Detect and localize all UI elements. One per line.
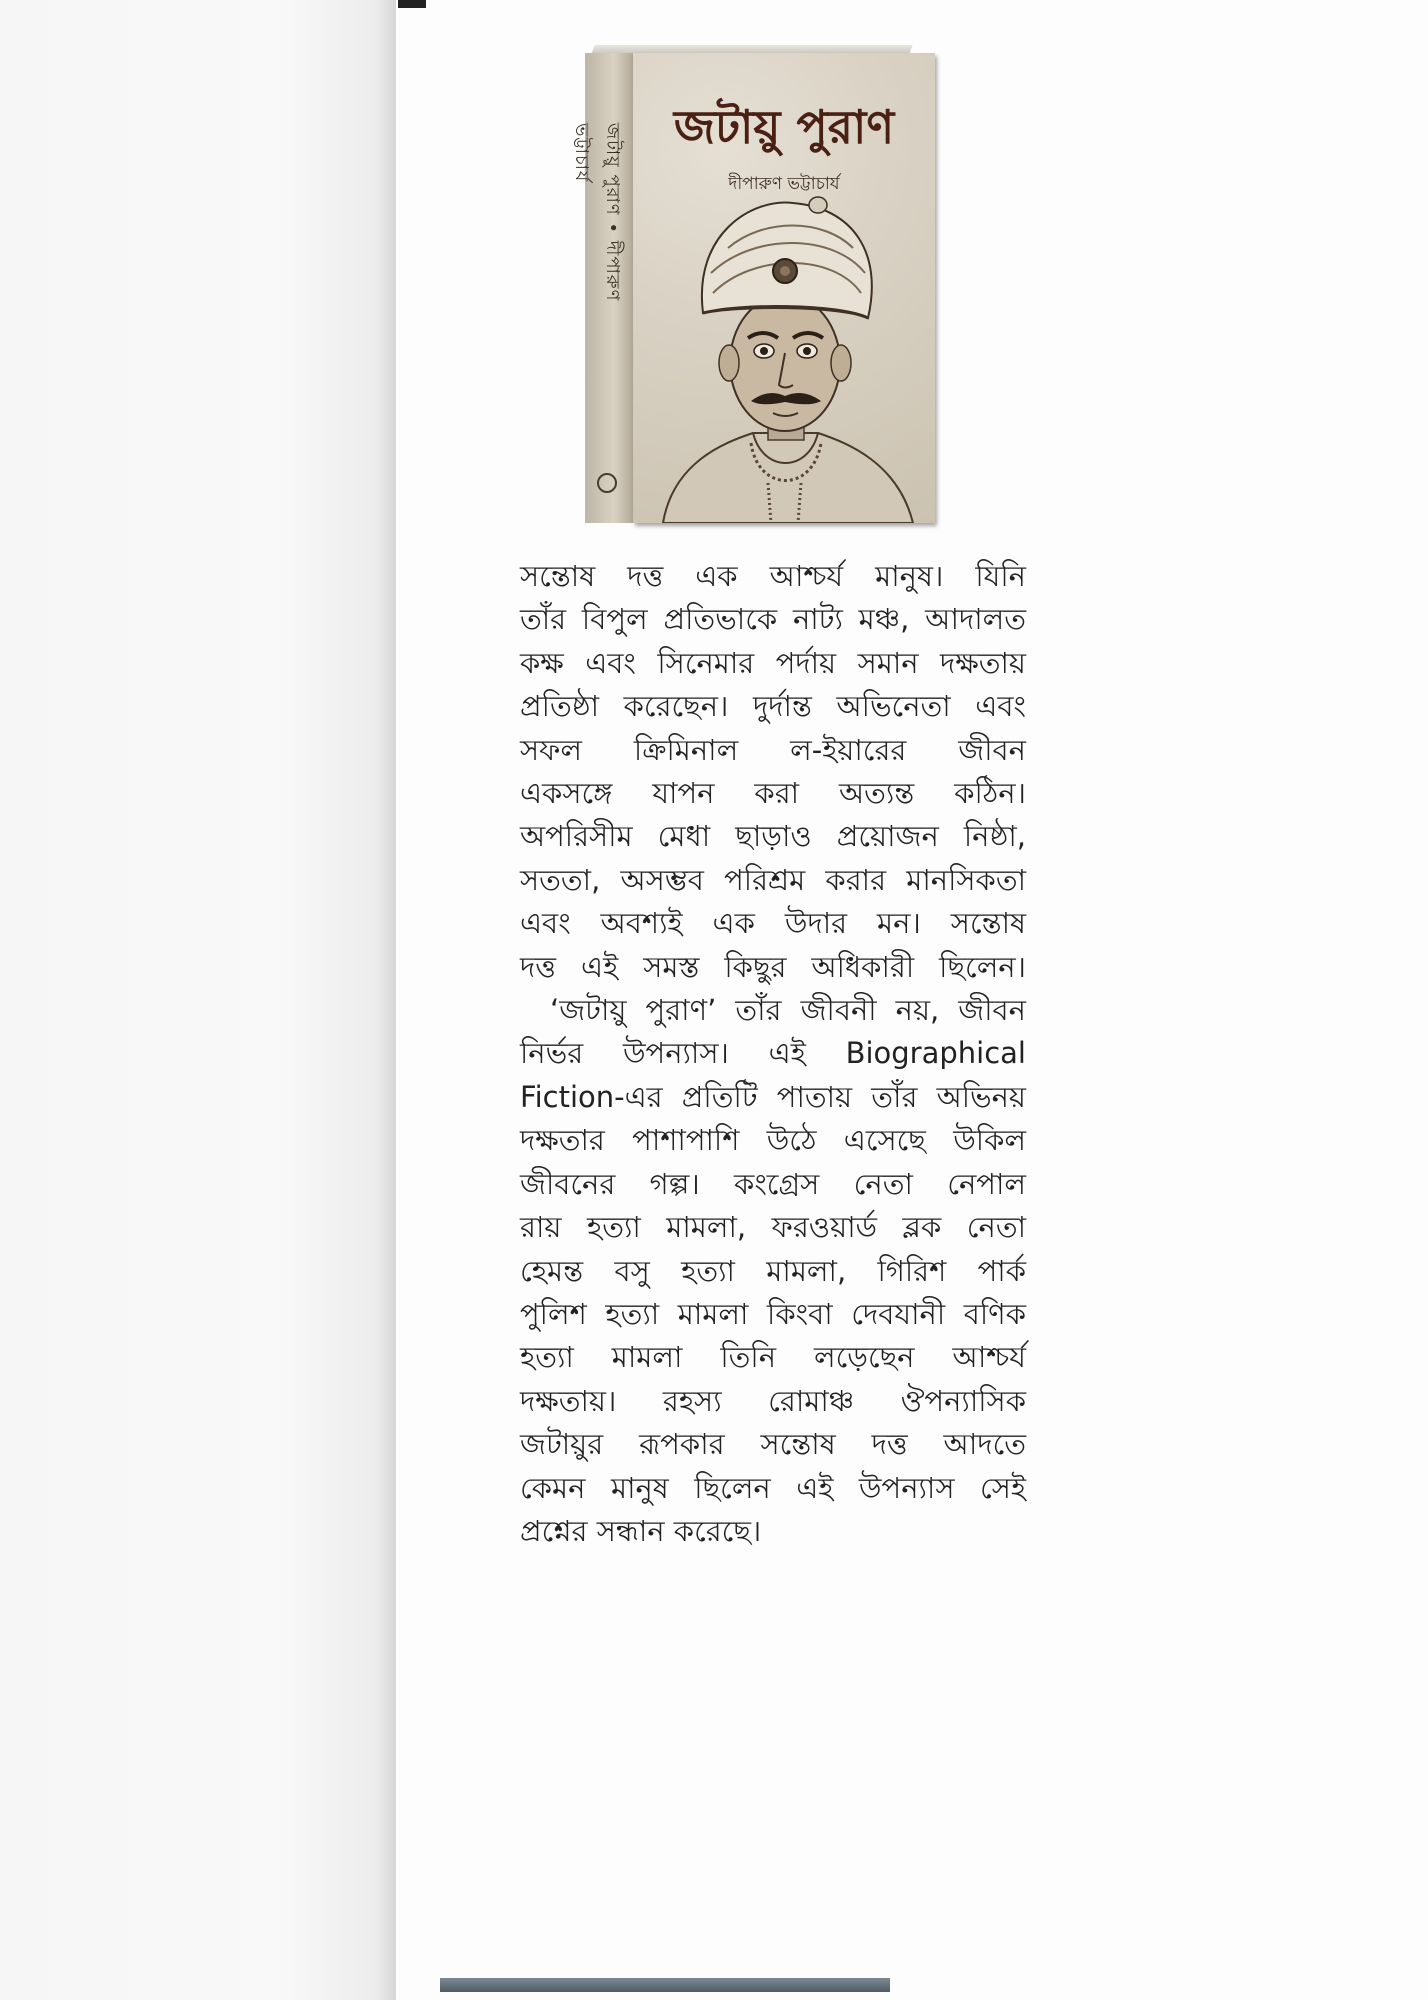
- blurb-line: জটায়ুর রূপকার সন্তোষ দত্ত আদতে: [520, 1427, 1026, 1462]
- blurb-line: সন্তোষ দত্ত এক আশ্চর্য মানুষ। যিনি: [520, 559, 1026, 593]
- blurb-line: দক্ষতায়। রহস্য রোমাঞ্চ ঔপন্যাসিক: [520, 1383, 1026, 1418]
- blurb-line: ‘জটায়ু পুরাণ’ তাঁর জীবনী নয়, জীবন: [550, 993, 1026, 1028]
- publisher-logo-icon: [597, 473, 617, 493]
- spine-title: জটায়ু পুরাণ • দীপারুণ ভট্টাচার্য: [571, 123, 623, 302]
- book-spine: [571, 53, 633, 523]
- blurb-line: জীবনের গল্প। কংগ্রেস নেতা নেপাল: [520, 1166, 1026, 1201]
- blurb-line: সততা, অসম্ভব পরিশ্রম করার মানসিকতা: [520, 862, 1026, 897]
- blurb-line: প্রশ্নের সন্ধান করেছে।: [520, 1513, 762, 1548]
- book-front-cover: [633, 53, 935, 523]
- cover-author: দীপারুণ ভট্টাচার্য: [728, 174, 840, 194]
- blurb-line: রায় হত্যা মামলা, ফরওয়ার্ড ব্লক নেতা: [520, 1210, 1026, 1245]
- blurb-line: একসঙ্গে যাপন করা অত্যন্ত কঠিন।: [520, 776, 1026, 811]
- portrait-illustration: [633, 193, 935, 523]
- blurb-line: সফল ক্রিমিনাল ল-ইয়ারের জীবন: [520, 732, 1026, 767]
- blurb-line: হত্যা মামলা তিনি লড়েছেন আশ্চর্য: [520, 1340, 1026, 1375]
- blurb-line: দক্ষতার পাশাপাশি উঠে এসেছে উকিল: [520, 1123, 1026, 1158]
- book-cover-image: [571, 45, 935, 535]
- page-edge-shadow: [0, 0, 396, 2000]
- blurb-line: এবং অবশ্যই এক উদার মন। সন্তোষ: [520, 906, 1026, 941]
- cover-title: জটায়ু পুরাণ: [673, 100, 895, 154]
- blurb-line: কেমন মানুষ ছিলেন এই উপন্যাস সেই: [520, 1470, 1026, 1505]
- blurb-line: কক্ষ এবং সিনেমার পর্দায় সমান দক্ষতায়: [520, 645, 1026, 680]
- blurb-line: তাঁর বিপুল প্রতিভাকে নাট্য মঞ্চ, আদালত: [520, 602, 1026, 637]
- blurb-text: [520, 555, 1026, 1553]
- blurb-line: Fiction-এর প্রতিটি পাতায় তাঁর অভিনয়: [520, 1079, 1026, 1114]
- top-edge-mark: [398, 0, 426, 8]
- blurb-line: হেমন্ত বসু হত্যা মামলা, গিরিশ পার্ক: [520, 1253, 1026, 1288]
- blurb-line: প্রতিষ্ঠা করেছেন। দুর্দান্ত অভিনেতা এবং: [520, 689, 1026, 724]
- blurb-line: পুলিশ হত্যা মামলা কিংবা দেবযানী বণিক: [520, 1296, 1026, 1331]
- blurb-line: অপরিসীম মেধা ছাড়াও প্রয়োজন নিষ্ঠা,: [520, 819, 1026, 854]
- blurb-line: নির্ভর উপন্যাস। এই Biographical: [520, 1036, 1026, 1071]
- bottom-edge-band: [440, 1978, 890, 1992]
- blurb-line: দত্ত এই সমস্ত কিছুর অধিকারী ছিলেন।: [520, 949, 1026, 984]
